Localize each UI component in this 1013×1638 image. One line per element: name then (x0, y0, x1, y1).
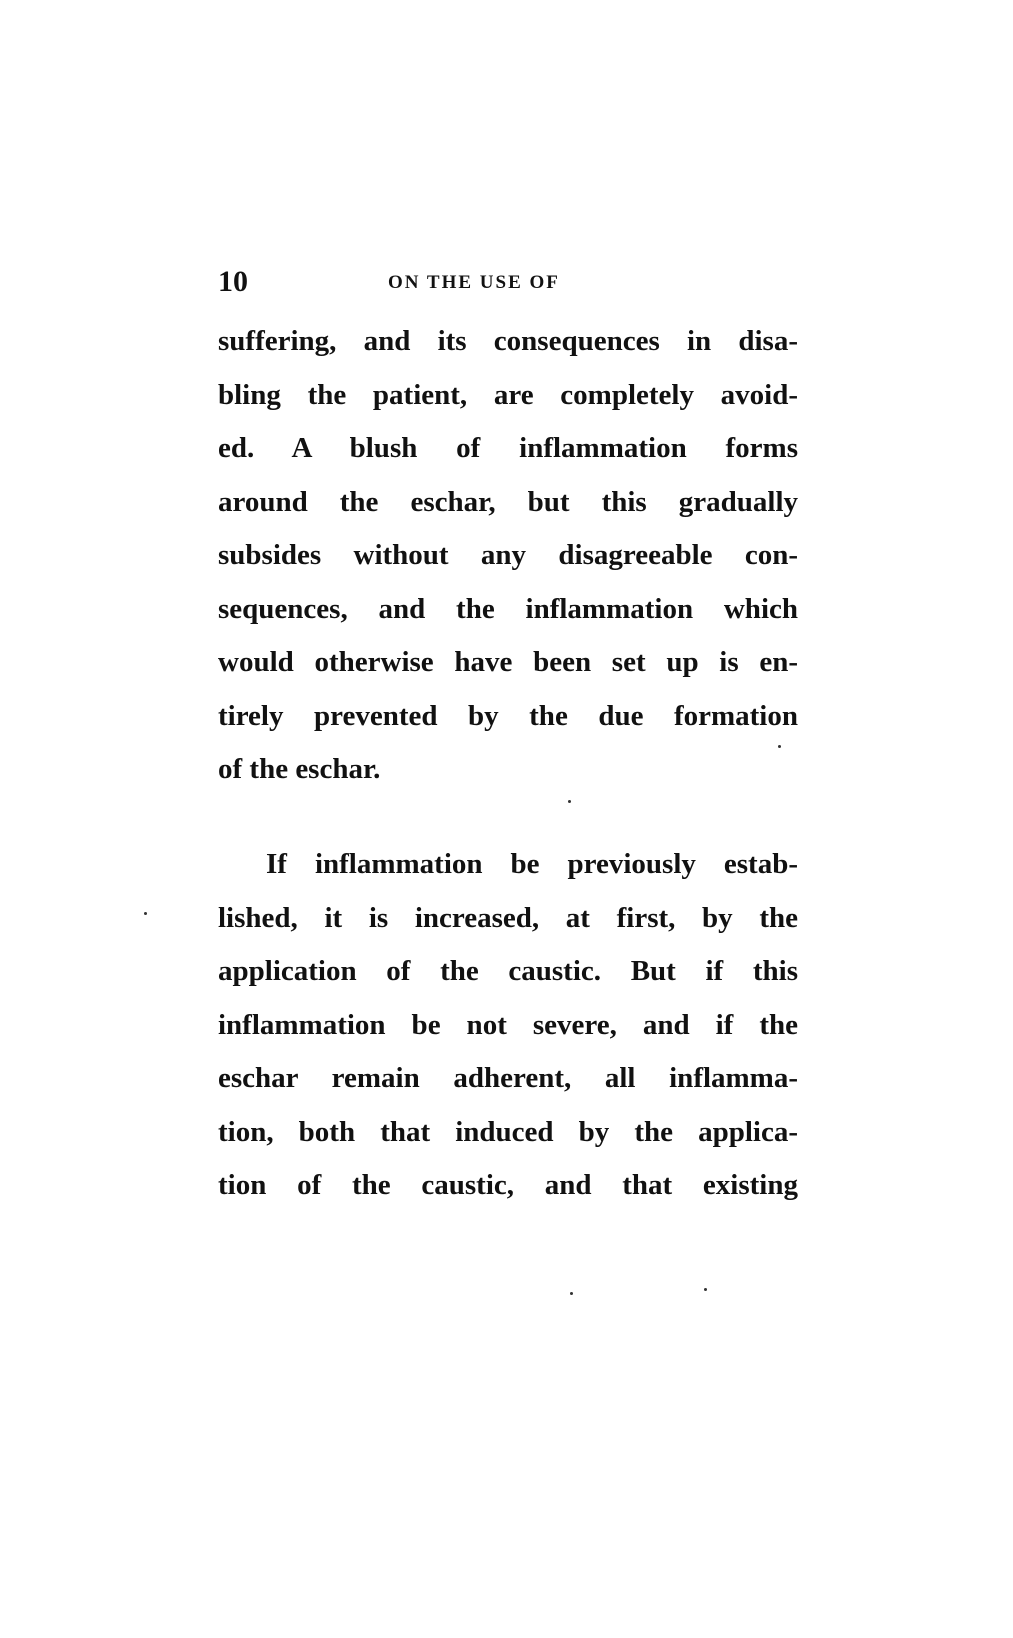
scan-speck (570, 1292, 573, 1295)
text-line: would otherwise have been set up is en- (218, 646, 798, 678)
text-line: subsides without any disagreeable con- (218, 539, 798, 571)
text-line: ed. A blush of inflammation forms (218, 432, 798, 464)
text-line: around the eschar, but this gradually (218, 485, 798, 518)
running-title: ON THE USE OF (388, 272, 560, 293)
scan-speck (704, 1288, 707, 1291)
page-number: 10 (218, 265, 248, 298)
text-line: tion, both that induced by the applica- (218, 1115, 798, 1148)
text-line: of the eschar. (218, 753, 381, 785)
text-line: If inflammation be previously estab- (266, 848, 798, 880)
scan-speck (568, 800, 571, 803)
text-line: inflammation be not severe, and if the (218, 1008, 798, 1041)
text-line: suffering, and its consequences in disa- (218, 325, 798, 357)
text-line: sequences, and the inflammation which (218, 592, 798, 625)
text-line: bling the patient, are completely avoid- (218, 378, 798, 411)
scan-speck (778, 745, 781, 748)
text-line: eschar remain adherent, all inflamma- (218, 1062, 798, 1094)
text-line: tion of the caustic, and that existing (218, 1169, 798, 1201)
paragraph-1 (218, 315, 798, 797)
running-header (218, 262, 798, 302)
scan-speck (144, 912, 147, 915)
text-line: application of the caustic. But if this (218, 955, 798, 987)
text-line: tirely prevented by the due formation (218, 699, 798, 732)
paragraph-2 (218, 838, 798, 1213)
text-line: lished, it is increased, at first, by the (218, 901, 798, 934)
